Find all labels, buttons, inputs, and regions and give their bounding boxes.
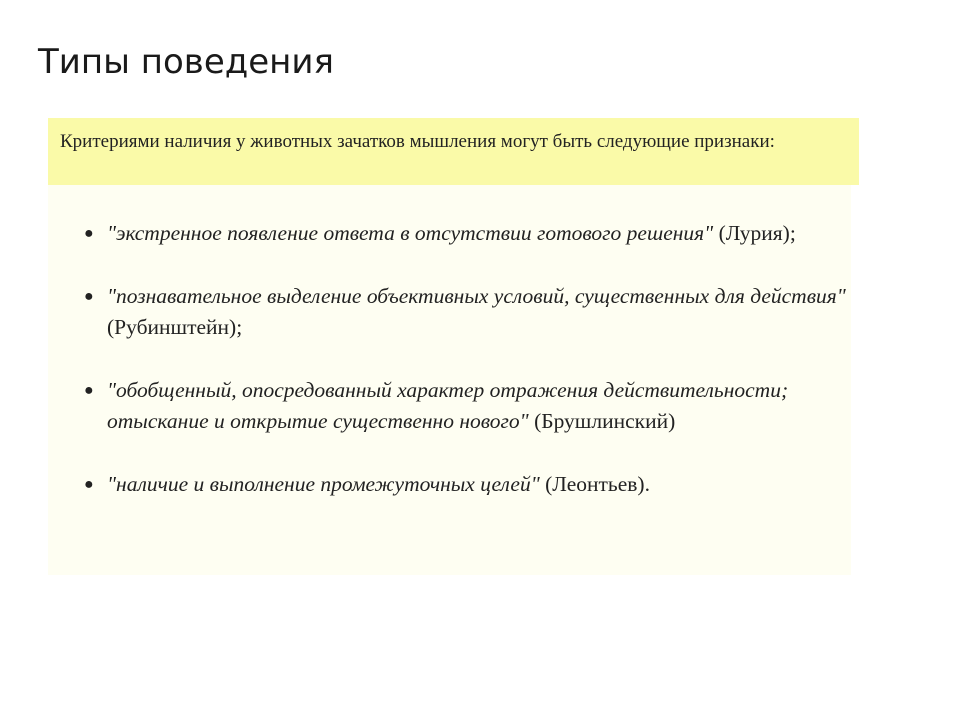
page-title: Типы поведения	[38, 42, 334, 82]
list-item	[84, 469, 851, 501]
criterion-quote: "обобщенный, опосредованный характер отражения действительности; отыскание и открытие существенно нового"	[107, 377, 789, 433]
bullet-icon: ●	[84, 381, 94, 399]
criterion-author: (Брушлинский)	[528, 409, 676, 433]
criterion-quote: "наличие и выполнение промежуточных целей"	[107, 471, 540, 496]
bullet-icon: ●	[84, 475, 94, 493]
criterion-quote: "экстренное появление ответа в отсутствии готового решения"	[107, 221, 714, 245]
criterion-author: (Лурия);	[713, 221, 796, 245]
criteria-list	[84, 218, 851, 500]
list-item	[84, 375, 851, 438]
bullet-icon: ●	[84, 287, 94, 305]
criterion-author: (Леонтьев).	[539, 471, 650, 496]
criteria-header-text: Критериями наличия у животных зачатков мышления могут быть следующие признаки:	[60, 131, 775, 152]
list-item	[84, 281, 851, 344]
criterion-author: (Рубинштейн);	[107, 315, 243, 339]
bullet-icon: ●	[84, 225, 94, 242]
list-item	[84, 218, 851, 250]
criteria-header	[48, 118, 859, 185]
criteria-list-panel	[48, 185, 851, 575]
criterion-quote: "познавательное выделение объективных условий, существенных для действия"	[107, 283, 846, 308]
